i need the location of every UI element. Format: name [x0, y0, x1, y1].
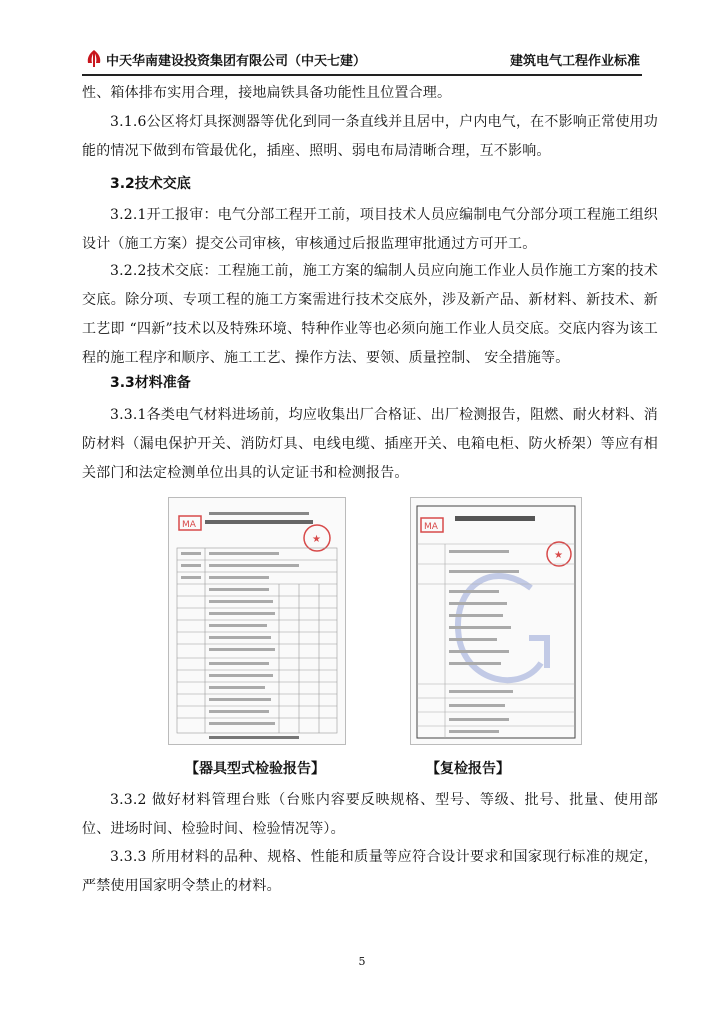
company-logo-icon — [84, 49, 104, 69]
paragraph-3-3-1: 3.3.1各类电气材料进场前，均应收集出厂合格证、出厂检测报告，阻燃、耐火材料、消防材料（漏电保护开关、消防灯具、电线电缆、插座开关、电箱电柜、防火桥架）等应有相关部门和法定检测单位出具的认定证书和检测报告。 — [82, 407, 658, 481]
type-test-report-image — [168, 497, 346, 745]
retest-report-scan — [411, 498, 581, 744]
paragraph-3-1-6: 3.1.6公区将灯具探测器等优化到同一条直线并且居中，户内电气，在不影响正常使用功能的情况下做到布管最优化，插座、照明、弱电布局清晰合理，互不影响。 — [82, 114, 658, 159]
svg-text:MA: MA — [424, 522, 438, 532]
section-heading-3-2: 3.2技术交底 — [110, 176, 191, 192]
svg-text:★: ★ — [554, 550, 563, 561]
paragraph-3-2-1: 3.2.1开工报审：电气分部工程开工前，项目技术人员应编制电气分部分项工程施工组织设计（施工方案）提交公司审核，审核通过后报监理审批通过方可开工。 — [82, 207, 658, 252]
svg-text:MA: MA — [182, 520, 196, 530]
page-number: 5 — [358, 955, 366, 968]
paragraph-continuation: 性、箱体排布实用合理，接地扁铁具备功能性且位置合理。 — [82, 85, 452, 101]
type-test-report-scan — [169, 498, 345, 744]
company-name: 中天华南建设投资集团有限公司（中天七建） — [106, 54, 367, 69]
section-heading-3-3: 3.3材料准备 — [110, 375, 191, 391]
page-header — [82, 44, 642, 76]
svg-text:★: ★ — [312, 534, 321, 545]
paragraph-3-3-3: 3.3.3 所用材料的品种、规格、性能和质量等应符合设计要求和国家现行标准的规定，严禁使用国家明令禁止的材料。 — [82, 849, 658, 894]
left-figure-caption: 【器具型式检验报告】 — [185, 761, 325, 777]
retest-report-image — [410, 497, 582, 745]
paragraph-3-3-2: 3.3.2 做好材料管理台账（台账内容要反映规格、型号、等级、批号、批量、使用部位、进场时间、检验时间、检验情况等）。 — [82, 792, 658, 837]
paragraph-3-2-2: 3.2.2技术交底：工程施工前，施工方案的编制人员应向施工作业人员作施工方案的技术交底。除分项、专项工程的施工方案需进行技术交底外，涉及新产品、新材料、新技术、新工艺即 “四新”技术以及特殊环境、特种作业等也必须向施工作业人员交底。交底内容为该工程的施工程序和顺序、施工工艺、操作方法、要领、质量控制、 安全措施等。 — [82, 263, 658, 366]
document-title: 建筑电气工程作业标准 — [509, 54, 640, 69]
right-figure-caption: 【复检报告】 — [426, 761, 510, 777]
